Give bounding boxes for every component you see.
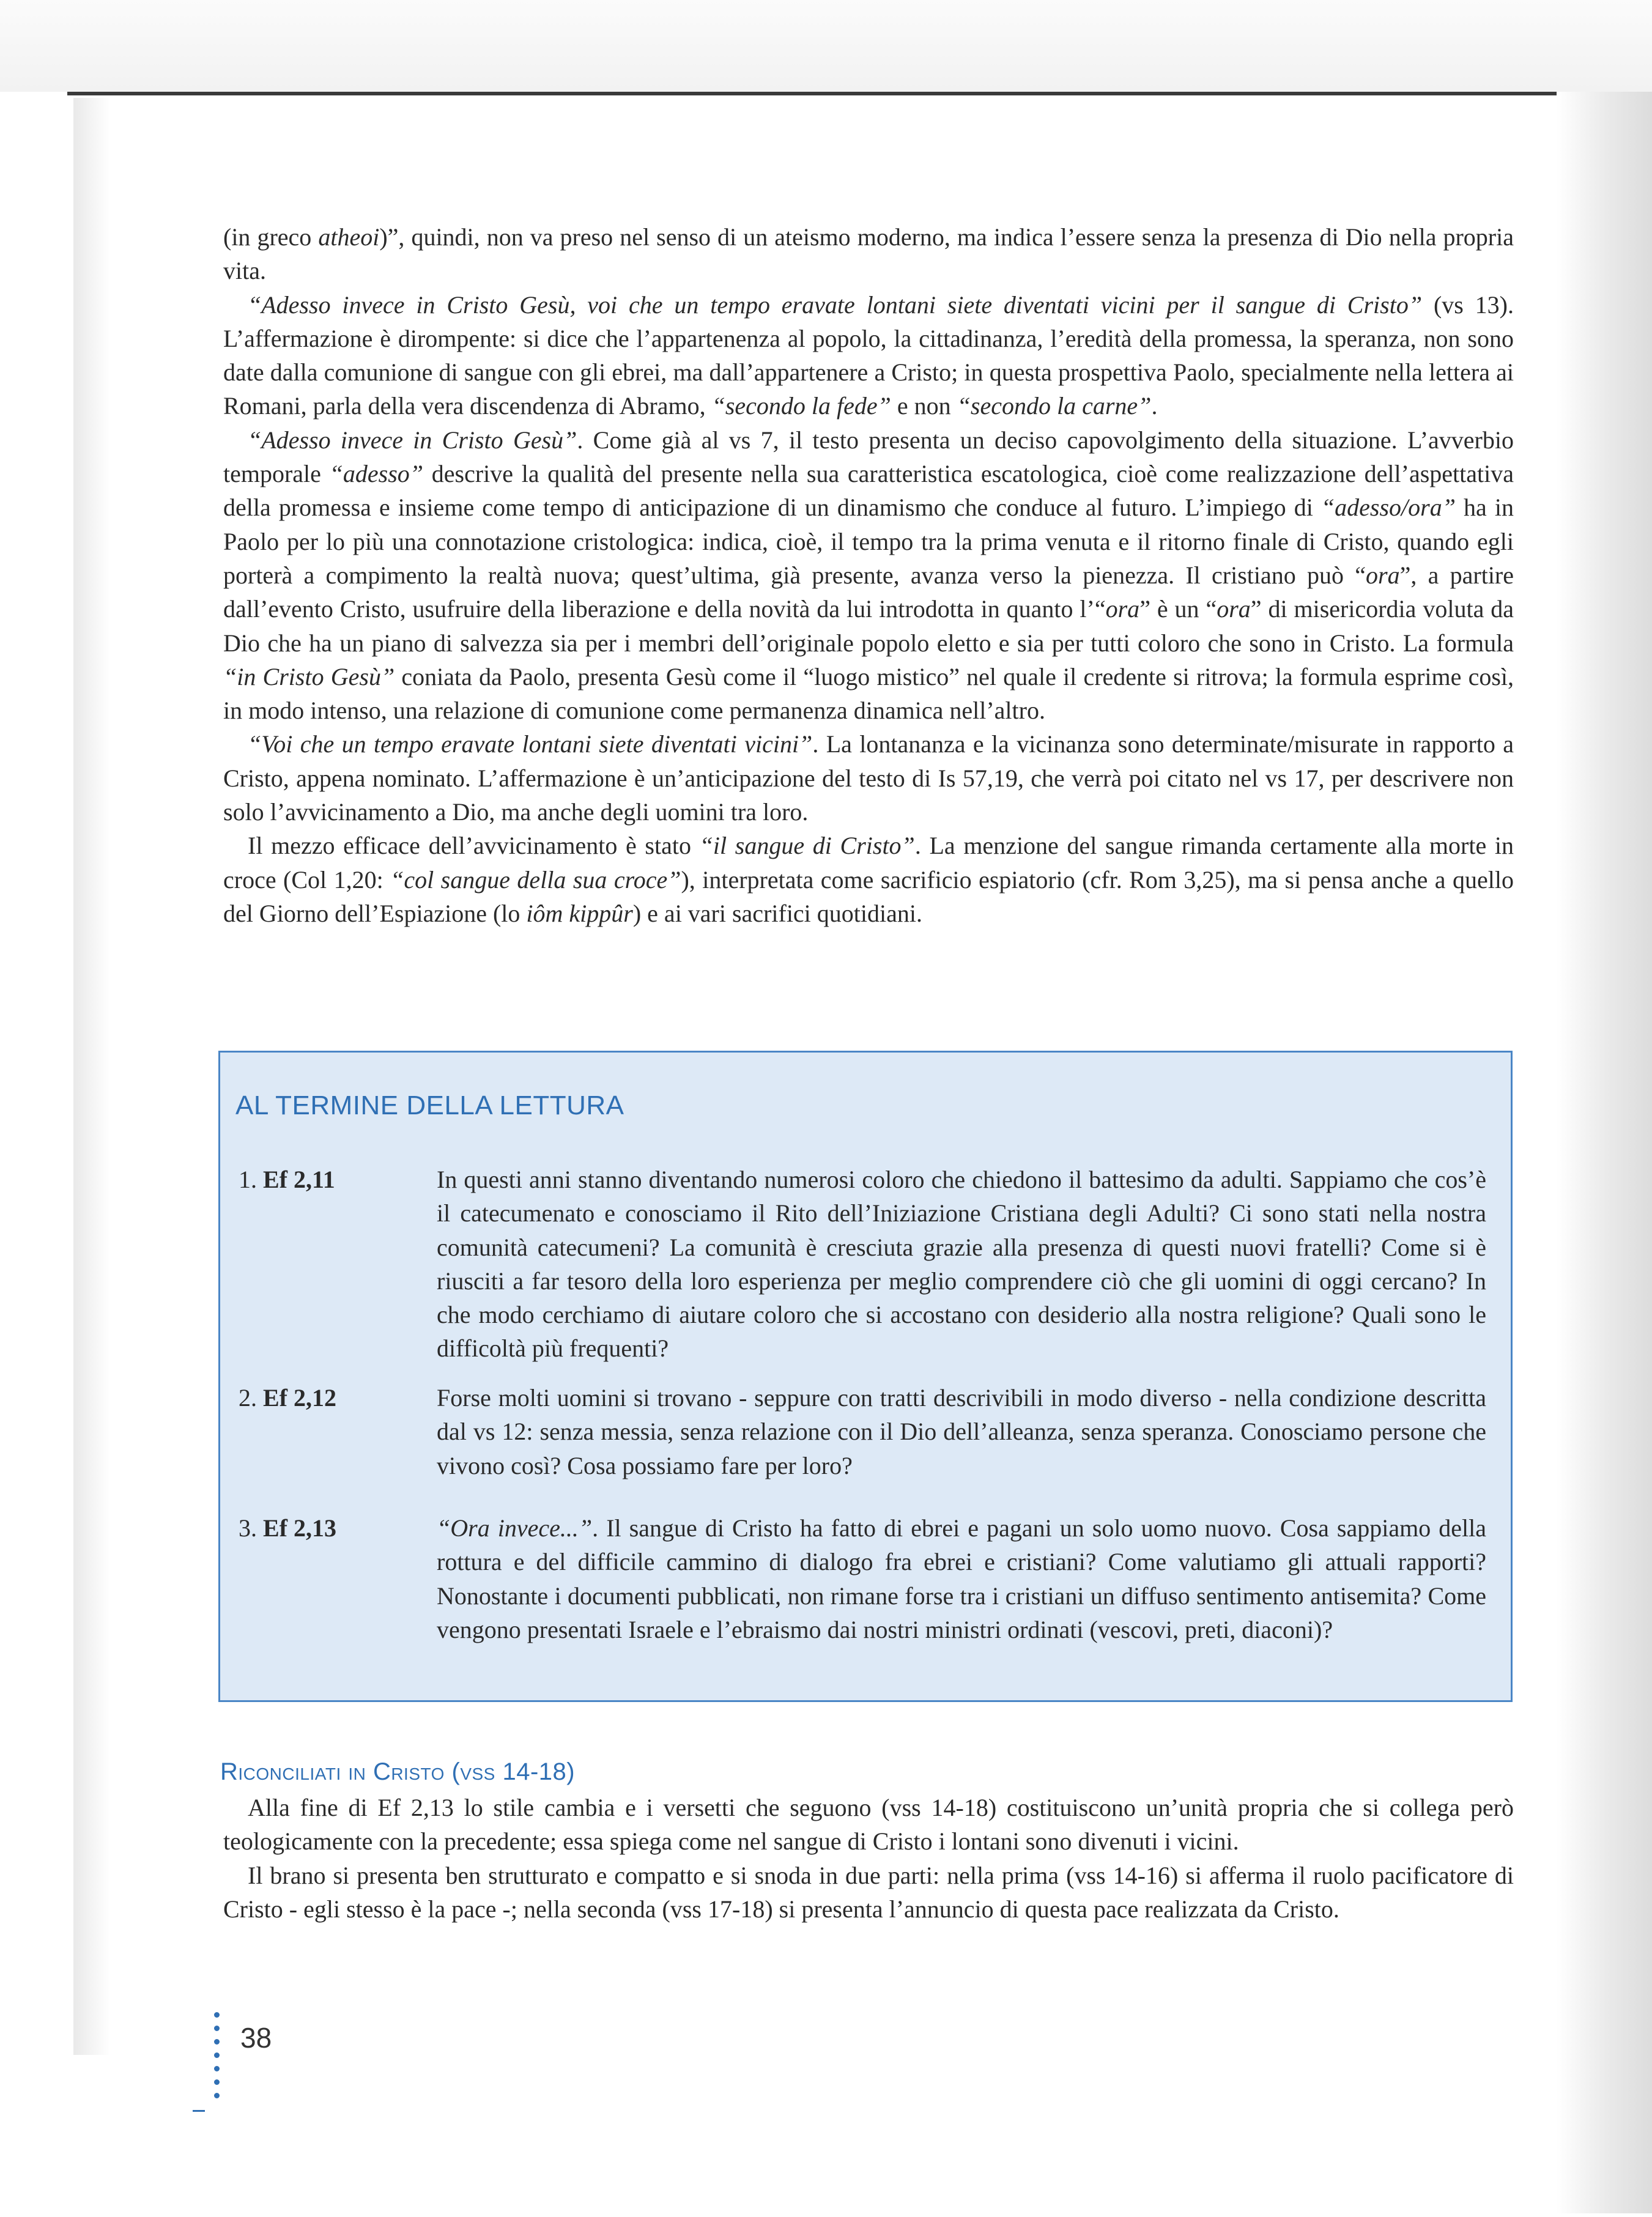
page-number: 38 xyxy=(240,2022,272,2054)
section-heading: Riconciliati in Cristo (vss 14-18) xyxy=(220,1758,576,1785)
reading-questions-box xyxy=(218,1051,1513,1702)
paragraph-2: “Adesso invece in Cristo Gesù, voi che un tempo eravate lontani siete diventati vicini per il sangue di Cristo” (vs 13). L’affermazione è dirompente: si dice che l’appartenenza al popolo, la cittadinanza, l’eredità della promessa, la speranza, non sono date dalla comunione di sangue con gli ebrei, ma dall’appartenere a Cristo; in questa prospettiva Paolo, specialmente nella lettera ai Romani, parla della vera discendenza di Abramo, “secondo la fede” e non “secondo la carne”. xyxy=(223,291,1514,420)
paragraph-1: (in greco atheoi)”, quindi, non va preso nel senso di un ateismo moderno, ma indica l’essere senza la presenza di Dio nella propria vita. xyxy=(223,223,1514,285)
section-paragraph-1: Alla fine di Ef 2,13 lo stile cambia e i versetti che seguono (vss 14-18) costituiscono un’unità propria che si collega però teologicamente con la precedente; essa spiega come nel sangue di Cristo i lontani sono divenuti i vicini. xyxy=(223,1794,1514,1856)
paragraph-5: Il mezzo efficace dell’avvicinamento è stato “il sangue di Cristo”. La menzione del sangue rimanda certamente alla morte in croce (Col 1,20: “col sangue della sua croce”), interpretata come sacrificio espiatorio (cfr. Rom 3,25), ma si pensa anche a quello del Giorno dell’Espiazione (lo iôm kippûr) e ai vari sacrifici quotidiani. xyxy=(223,832,1514,927)
question-item xyxy=(239,1511,1486,1646)
question-text: Forse molti uomini si trovano - seppure con tratti descrivibili in modo diverso - nella condizione descritta dal vs 12: senza messia, senza relazione con il Dio dell’alleanza, senza speranza. Conosciamo persone che vivono così? Cosa possiamo fare per loro? xyxy=(437,1384,1486,1479)
main-text xyxy=(223,220,1514,930)
section-body xyxy=(223,1791,1514,1926)
question-reference: 2. Ef 2,12 xyxy=(239,1384,336,1412)
paragraph-4: “Voi che un tempo eravate lontani siete diventati vicini”. La lontananza e la vicinanza sono determinate/misurate in rapporto a Cristo, appena nominato. L’affermazione è un’anticipazione del testo di Is 57,19, che verrà poi citato nel vs 17, per descrivere non solo l’avvicinamento a Dio, ma anche degli uomini tra loro. xyxy=(223,730,1514,826)
scan-background xyxy=(0,0,1652,92)
page-number-dots xyxy=(214,2012,223,2106)
paragraph-3: “Adesso invece in Cristo Gesù”. Come già al vs 7, il testo presenta un deciso capovolgimento della situazione. L’avverbio temporale “adesso” descrive la qualità del presente nella sua caratteristica escatologica, cioè come realizzazione dell’aspettativa della promessa e insieme come tempo di anticipazione di un dinamismo che conduce al futuro. L’impiego di “adesso/ora” ha in Paolo per lo più una connotazione cristologica: indica, cioè, il tempo tra la prima venuta e il ritorno finale di Cristo, quando egli porterà a compimento la realtà nuova; quest’ultima, già presente, avanza verso la pienezza. Il cristiano può “ora”, a partire dall’evento Cristo, usufruire della liberazione e della novità da lui introdotta in quanto l’“ora” è un “ora” di misericordia voluta da Dio che ha un piano di salvezza sia per i membri dell’originale popolo eletto e sia per tutti coloro che sono in Cristo. La formula “in Cristo Gesù” coniata da Paolo, presenta Gesù come il “luogo mistico” nel quale il credente si ritrova; la formula esprime così, in modo intenso, una relazione di comunione come permanenza dinamica nell’altro. xyxy=(223,426,1514,725)
question-text: In questi anni stanno diventando numerosi coloro che chiedono il battesimo da adulti. Sappiamo che cos’è il catecumenato e conosciamo il Rito dell’Iniziazione Cristiana degli Adulti? Ci sono stati nella nostra comunità catecumeni? La comunità è cresciuta grazie alla presenza di questi nuovi fratelli? Come si è riusciti a far tesoro della loro esperienza per meglio comprendere ciò che gli uomini di oggi cercano? In che modo cerchiamo di aiutare coloro che si accostano con desiderio alla nostra religione? Quali sono le difficoltà più frequenti? xyxy=(437,1166,1486,1363)
page-edge-left xyxy=(73,98,110,2055)
question-text: “Ora invece...”. Il sangue di Cristo ha fatto di ebrei e pagani un solo uomo nuovo. Cosa sappiamo della rottura e del difficile cammino di dialogo fra ebrei e cristiani? Come valutiamo gli attuali rapporti? Nonostante i documenti pubblicati, non rimane forse tra i cristiani un diffuso sentimento antisemita? Come vengono presentati Israele e l’ebraismo dai nostri ministri ordinati (vescovi, preti, diaconi)? xyxy=(437,1514,1486,1643)
question-item xyxy=(239,1381,1486,1482)
margin-mark xyxy=(193,2110,205,2112)
question-reference: 3. Ef 2,13 xyxy=(239,1514,336,1542)
box-title: AL TERMINE DELLA LETTURA xyxy=(235,1090,624,1120)
question-item xyxy=(239,1163,1486,1366)
page-edge-right xyxy=(1557,92,1652,2213)
section-paragraph-2: Il brano si presenta ben strutturato e compatto e si snoda in due parti: nella prima (vss 14-16) si afferma il ruolo pacificatore di Cristo - egli stesso è la pace -; nella seconda (vss 17-18) si presenta l’annuncio di questa pace realizzata da Cristo. xyxy=(223,1861,1514,1923)
question-reference: 1. Ef 2,11 xyxy=(239,1166,335,1193)
